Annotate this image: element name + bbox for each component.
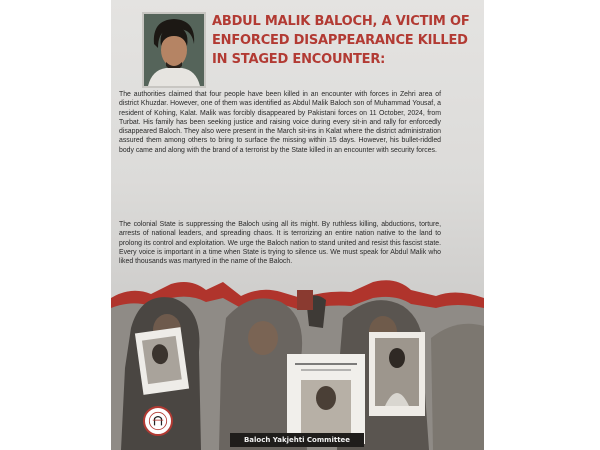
- organization-logo: [143, 406, 173, 436]
- poster: [111, 0, 484, 450]
- body-paragraph-1: The authorities claimed that four people have been killed in an encounter with forces in Zehri area of district Khuzdar. However, one of them was identified as Abdul Malik Baloch son of Muhammad Yousaf, a resident of Kohing, Kalat. Malik was forcibly disappeared by Pakistani forces on 11 October, 2024, from Turbat. His family has been seeking justice and raising voice during every sit-in and rally for enforcedly disappeared Baloch. They also were present in the March sit-ins in Kalat where the district administration assured them among others to bring to surface the missing within 15 days. However, his bullet-riddled body came and along with the brand of a terrorist by the State killed in an encounter with security forces.: [119, 91, 441, 154]
- headline: ABDUL MALIK BALOCH, A VICTIM OF ENFORCED DISAPPEARANCE KILLED IN STAGED ENCOUNTER:: [212, 14, 470, 67]
- victim-portrait: [142, 12, 206, 88]
- body-paragraph-2: The colonial State is suppressing the Baloch using all its might. By ruthless killing, abductions, torture, arrests of national leaders, and spreading chaos. It is terrorizing an entire nation native to the land to prolong its control and exploitation. We urge the Baloch nation to stand united and resist this fascist state. Every voice is important in a time when State is trying to silence us. We must speak for Abdul Malik who liked thousands was martyred in the name of the Baloch.: [119, 221, 441, 266]
- organization-name: Baloch Yakjehti Committee: [230, 433, 364, 447]
